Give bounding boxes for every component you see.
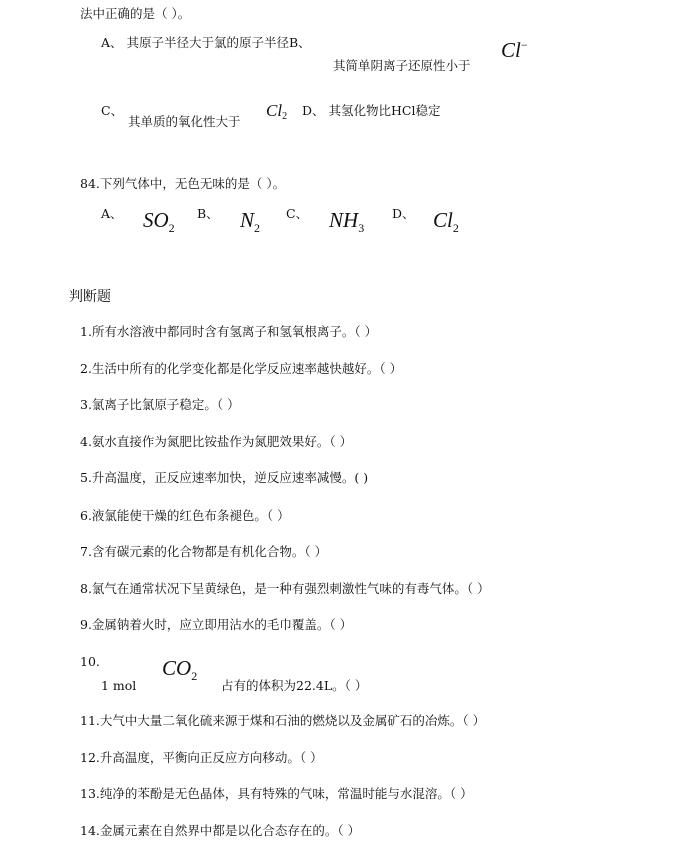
formula-sub: 2 — [168, 221, 175, 235]
judgment-item: 8.氯气在通常状况下呈黄绿色，是一种有强烈刺激性气味的有毒气体。（ ） — [80, 581, 490, 596]
judgment-item: 14.金属元素在自然界中都是以化合态存在的。（ ） — [80, 823, 361, 838]
formula-so2 — [143, 208, 175, 236]
formula-base: SO — [143, 208, 169, 232]
q10-number: 10. — [80, 654, 100, 669]
judgment-item: 4.氨水直接作为氮肥比铵盐作为氮肥效果好。（ ） — [80, 434, 353, 449]
judgment-item: 9.金属钠着火时，应立即用沾水的毛巾覆盖。（ ） — [80, 617, 353, 632]
formula-nh3 — [329, 208, 364, 236]
judgment-item: 11.大气中大量二氧化硫来源于煤和石油的燃烧以及金属矿石的冶炼。（ ） — [80, 713, 486, 728]
formula-base: NH — [329, 208, 359, 232]
judgment-item: 3.氯离子比氯原子稳定。（ ） — [80, 397, 240, 412]
formula-base: Cl — [433, 208, 453, 232]
q84-label-b: B、 — [197, 206, 219, 221]
formula-base: Cl — [266, 101, 283, 120]
q84-label-d: D、 — [392, 206, 415, 221]
section-title: 判断题 — [69, 289, 111, 305]
question-84-stem: 84.下列气体中，无色无味的是（ ）。 — [80, 176, 286, 191]
formula-n2 — [240, 208, 260, 236]
option-c-text: 其单质的氧化性大于 — [128, 114, 241, 129]
formula-co2 — [162, 656, 197, 684]
formula-cl2-option-d — [433, 208, 459, 236]
formula-base: CO — [162, 656, 192, 680]
q84-label-c: C、 — [286, 206, 309, 221]
formula-cl-minus — [501, 38, 528, 63]
judgment-item: 7.含有碳元素的化合物都是有机化合物。（ ） — [80, 544, 328, 559]
judgment-item: 2.生活中所有的化学变化都是化学反应速率越快越好。（ ） — [80, 361, 403, 376]
option-a: A、 其原子半径大于氯的原子半径B、 — [101, 35, 311, 50]
judgment-item: 12.升高温度，平衡向正反应方向移动。（ ） — [80, 750, 323, 765]
formula-base: Cl — [501, 38, 521, 62]
formula-cl2 — [266, 101, 287, 122]
judgment-item: 13.纯净的苯酚是无色晶体，具有特殊的气味，常温时能与水混溶。（ ） — [80, 786, 473, 801]
option-b-text: 其简单阴离子还原性小于 — [333, 58, 471, 73]
q10-tail: 占有的体积为22.4L。（ ） — [221, 678, 368, 693]
judgment-item: 5.升高温度，正反应速率加快，逆反应速率减慢。( ) — [80, 470, 369, 485]
formula-sub: 2 — [254, 221, 261, 235]
question-stem-tail: 法中正确的是（ ）。 — [80, 6, 191, 21]
formula-sub: 2 — [452, 221, 459, 235]
judgment-item: 1.所有水溶液中都同时含有氢离子和氢氧根离子。（ ） — [80, 324, 378, 339]
formula-base: N — [240, 208, 255, 232]
q10-amount: 1 mol — [101, 678, 137, 693]
option-d: D、 其氢化物比HCl稳定 — [302, 103, 441, 118]
formula-sub: 2 — [191, 669, 198, 683]
formula-sub: 2 — [282, 111, 288, 122]
formula-sup: − — [520, 38, 528, 52]
formula-sub: 3 — [358, 221, 365, 235]
q84-label-a: A、 — [101, 206, 123, 221]
option-c-label: C、 — [101, 103, 124, 118]
judgment-item: 6.液氯能使干燥的红色布条褪色。（ ） — [80, 508, 290, 523]
